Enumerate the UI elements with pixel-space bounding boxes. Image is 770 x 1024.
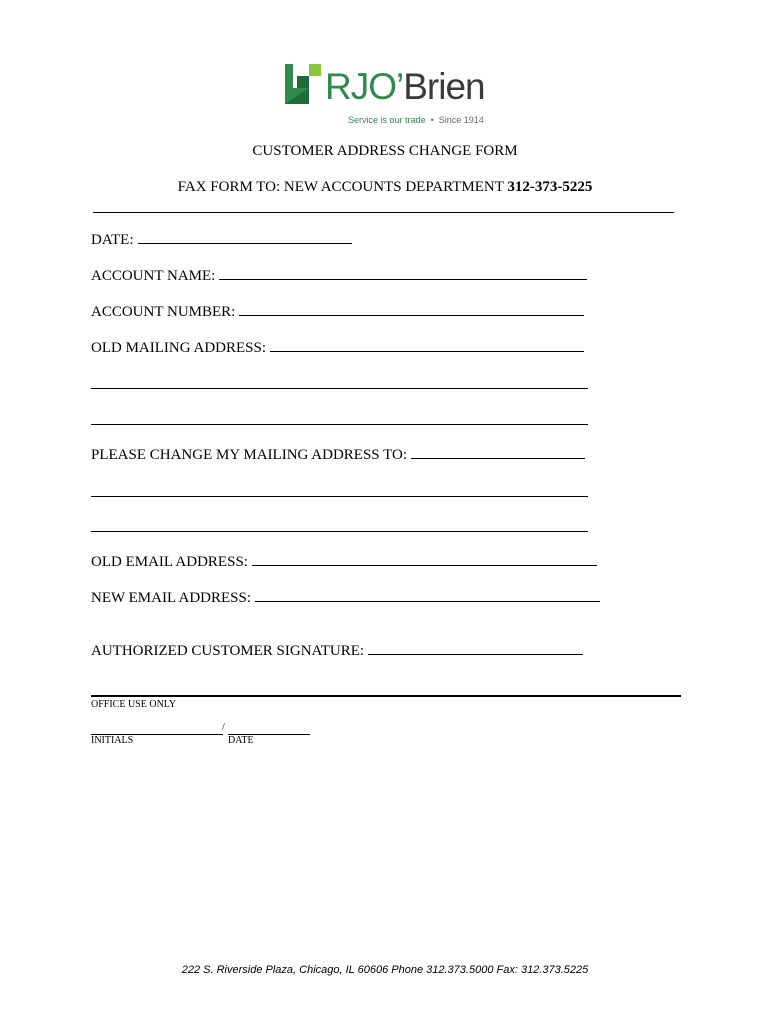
account-name-label: ACCOUNT NAME: [91, 268, 216, 284]
office-separator: / [222, 722, 225, 733]
tagline-bullet: • [430, 115, 434, 125]
account-name-field [91, 267, 587, 285]
header-divider [93, 212, 674, 213]
date-field [91, 231, 352, 249]
old-email-input-line[interactable] [252, 553, 597, 566]
fax-instruction [0, 179, 770, 196]
office-use-heading: OFFICE USE ONLY [91, 699, 177, 710]
logo-mark-icon [285, 62, 325, 104]
new-mailing-field [91, 446, 585, 464]
brand-apostrophe: ’ [396, 66, 404, 107]
office-date-label: DATE [228, 735, 254, 746]
account-number-label: ACCOUNT NUMBER: [91, 304, 236, 320]
initials-line[interactable] [91, 725, 223, 735]
brand-name-prefix: RJO [325, 66, 396, 107]
new-mailing-input-line[interactable] [411, 446, 585, 459]
fax-number: 312-373-5225 [507, 179, 593, 195]
signature-label: AUTHORIZED CUSTOMER SIGNATURE: [91, 643, 365, 659]
brand-tagline [348, 115, 484, 125]
fax-prefix: FAX FORM TO: NEW ACCOUNTS DEPARTMENT [177, 179, 508, 195]
initials-label: INITIALS [91, 735, 134, 746]
date-label: DATE: [91, 232, 134, 248]
old-mailing-label: OLD MAILING ADDRESS: [91, 340, 267, 356]
office-divider [91, 695, 681, 697]
old-mailing-field [91, 339, 584, 357]
signature-input-line[interactable] [368, 642, 583, 655]
old-email-field [91, 553, 597, 571]
tagline-text: Service is our trade [348, 115, 426, 125]
date-input-line[interactable] [138, 231, 352, 244]
brand-name-suffix: Brien [403, 66, 485, 107]
old-mailing-line-3[interactable] [91, 424, 588, 425]
account-name-input-line[interactable] [219, 267, 587, 280]
new-mailing-line-3[interactable] [91, 531, 588, 532]
form-title: CUSTOMER ADDRESS CHANGE FORM [252, 143, 518, 159]
tagline-since: Since 1914 [438, 115, 484, 125]
old-mailing-input-line[interactable] [270, 339, 584, 352]
office-date-line[interactable] [228, 725, 310, 735]
footer-address: 222 S. Riverside Plaza, Chicago, IL 60606 Phone 312.373.5000 Fax: 312.373.5225 [181, 964, 589, 976]
old-mailing-line-2[interactable] [91, 388, 588, 389]
new-mailing-label: PLEASE CHANGE MY MAILING ADDRESS TO: [91, 447, 407, 463]
brand-wordmark [325, 66, 485, 108]
new-mailing-line-2[interactable] [91, 496, 588, 497]
new-email-field [91, 589, 600, 607]
new-email-input-line[interactable] [255, 589, 600, 602]
account-number-field [91, 303, 584, 321]
account-number-input-line[interactable] [239, 303, 584, 316]
old-email-label: OLD EMAIL ADDRESS: [91, 554, 248, 570]
new-email-label: NEW EMAIL ADDRESS: [91, 590, 252, 606]
signature-field [91, 642, 583, 660]
